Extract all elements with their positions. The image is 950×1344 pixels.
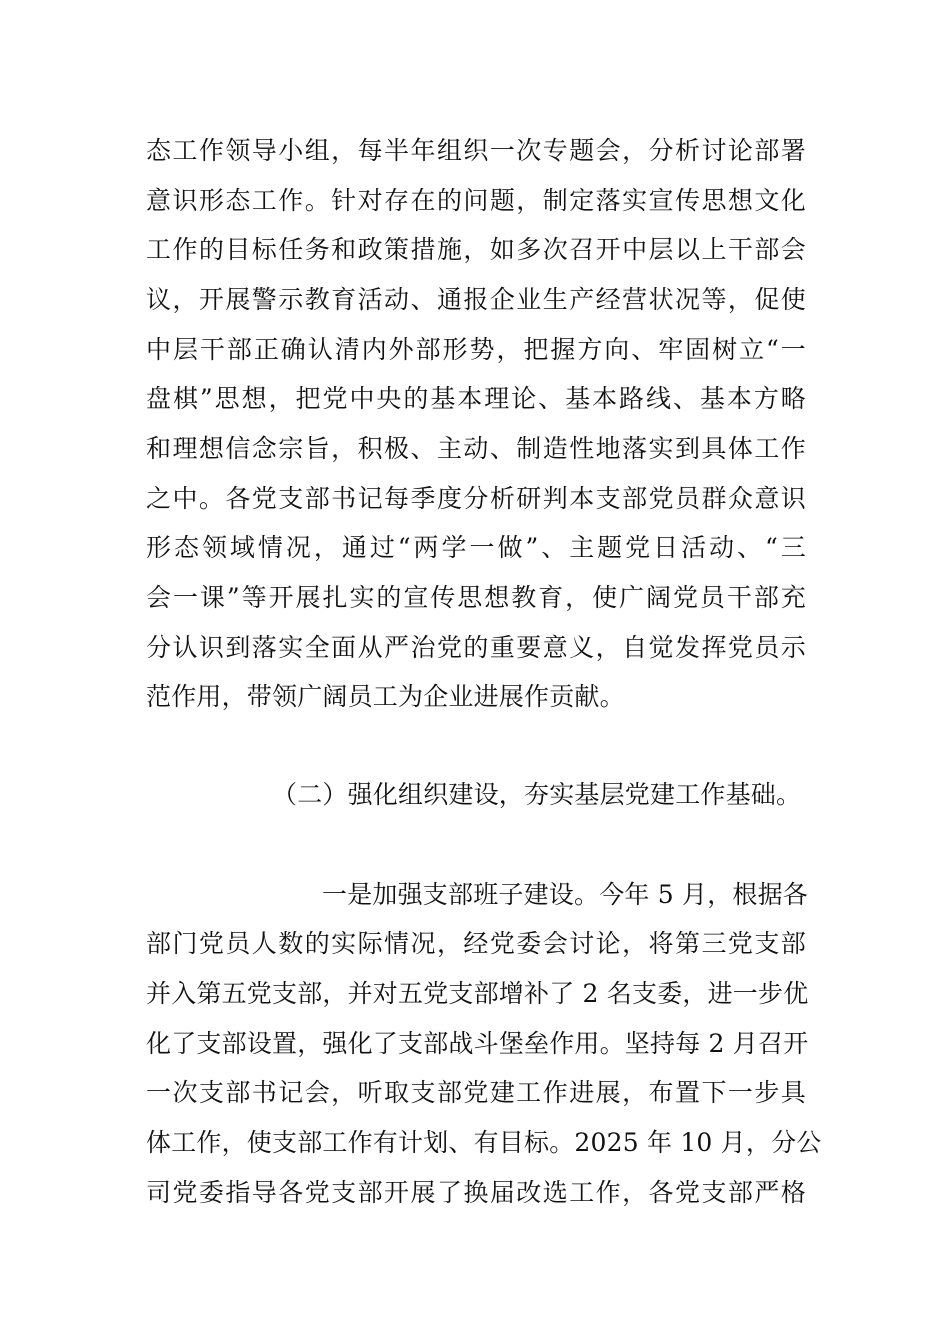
- paragraph-1-line-2: 意识形态工作。针对存在的问题，制定落实宣传思想文化: [146, 186, 806, 215]
- paragraph-2-line-3: 并入第五党支部，并对五党支部增补了 2 名支委，进一步优: [146, 979, 809, 1008]
- section-heading: （二）强化组织建设，夯实基层党建工作基础。: [272, 780, 802, 809]
- paragraph-1-line-3: 工作的目标任务和政策措施，如多次召开中层以上干部会: [146, 235, 806, 264]
- paragraph-2-line-4: 化了支部设置，强化了支部战斗堡垒作用。坚持每 2 月召开: [146, 1029, 809, 1058]
- paragraph-1-line-5: 中层干部正确认清内外部形势，把握方向、牢固树立“一: [146, 335, 806, 364]
- paragraph-1-line-1: 态工作领导小组，每半年组织一次专题会，分析讨论部署: [146, 136, 806, 165]
- paragraph-1-line-10: 会一课”等开展扎实的宣传思想教育，使广阔党员干部充: [146, 583, 806, 612]
- paragraph-1-line-8: 之中。各党支部书记每季度分析研判本支部党员群众意识: [146, 484, 806, 513]
- paragraph-1-line-12: 范作用，带领广阔员工为企业进展作贡献。: [146, 682, 625, 711]
- paragraph-2-line-2: 部门党员人数的实际情况，经党委会讨论，将第三党支部: [146, 929, 806, 958]
- paragraph-2-line-7: 司党委指导各党支部开展了换届改选工作，各党支部严格: [146, 1178, 806, 1207]
- paragraph-1-line-6: 盘棋”思想，把党中央的基本理论、基本路线、基本方略: [146, 384, 806, 413]
- paragraph-1-line-9: 形态领域情况，通过“两学一做”、主题党日活动、“三: [146, 533, 806, 562]
- paragraph-2-line-6: 体工作，使支部工作有计划、有目标。2025 年 10 月，分公: [146, 1128, 822, 1157]
- paragraph-2-line-1: 一是加强支部班子建设。今年 5 月，根据各: [322, 880, 809, 909]
- paragraph-1-line-4: 议，开展警示教育活动、通报企业生产经营状况等，促使: [146, 285, 806, 314]
- paragraph-1-line-7: 和理想信念宗旨，积极、主动、制造性地落实到具体工作: [146, 434, 806, 463]
- paragraph-2-line-5: 一次支部书记会，听取支部党建工作进展，布置下一步具: [146, 1078, 806, 1107]
- paragraph-1-line-11: 分认识到落实全面从严治党的重要意义，自觉发挥党员示: [146, 633, 806, 662]
